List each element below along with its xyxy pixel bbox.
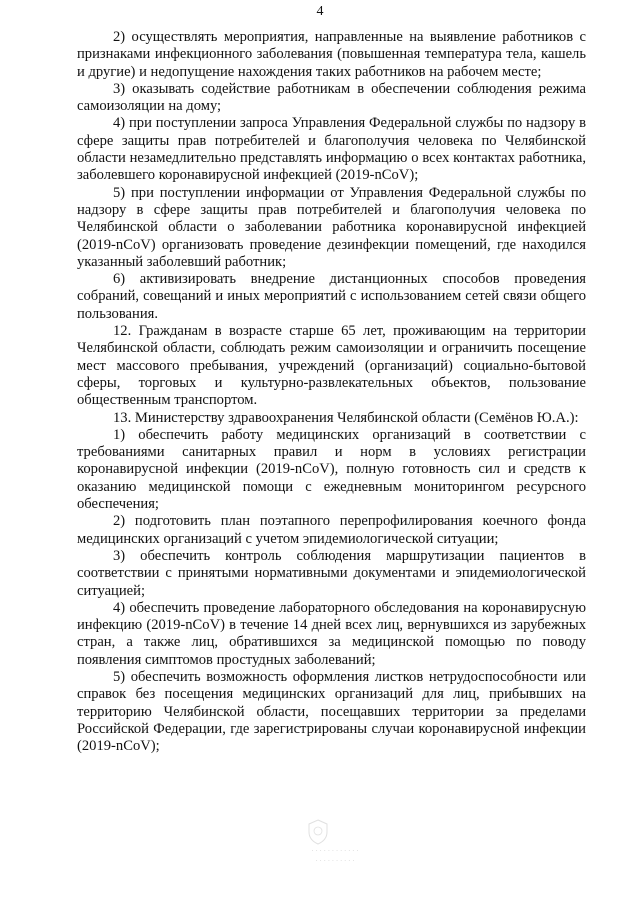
paragraph-13-ministry: 13. Министерству здравоохранения Челябинской области (Семёнов Ю.А.):: [113, 409, 579, 426]
paragraph-13-3-routing: 3) обеспечить контроль соблюдения маршрутизации пациентов в соответствии с принятыми нормативными документами и эпидемиологической ситуацией;: [77, 547, 586, 599]
paragraph-12-citizens-65: 12. Гражданам в возрасте старше 65 лет, проживающим на территории Челябинской области, соблюдать режим самоизоляции и ограничить посещение мест массового пребывания, учреждений (организаций) социально-бытовой сферы, торговых и культурно-развлекательных объектов, пользование общественным транспортом.: [77, 323, 586, 409]
paragraph-13-5-sick-leave: 5) обеспечить возможность оформления листков нетрудоспособности или справок без посещения медицинских организаций для лиц, прибывших на территорию Челябинской области, посещавших территории за пределами Российской Федерации, где зарегистрированы случаи коронавирусной инфекции (2019-nCoV);: [77, 668, 586, 755]
paragraph-13-2-bed-plan: 2) подготовить план поэтапного перепрофилирования коечного фонда медицинских организаций с учетом эпидемиологической ситуации;: [77, 513, 586, 547]
paragraph-2-detect-workers: 2) осуществлять мероприятия, направленные на выявление работников с признаками инфекционного заболевания (повышенная температура тела, кашель и другие) и недопущение нахождения таких работников на рабочем месте;: [77, 29, 586, 80]
paragraph-13-1-medical-work: 1) обеспечить работу медицинских организаций в соответствии с требованиями санитарных правил и норм в условиях регистрации коронавирусной инфекции (2019-nCoV), полную готовность сил и средств к оказанию медицинской помощи с ежедневным мониторингом ресурсного обеспечения;: [77, 426, 586, 513]
paragraph-5-disinfection: 5) при поступлении информации от Управления Федеральной службы по надзору в сфере защиты прав потребителей и благополучия человека по Челябинской области о заболевании работника коронавирусной инфекцией (2019-nCoV) организовать проведение дезинфекции помещений, где находился указанный заболевший работник;: [77, 184, 586, 270]
paragraph-3-self-isolation: 3) оказывать содействие работникам в обеспечении соблюдения режима самоизоляции на дому;: [77, 80, 586, 115]
page-number: 4: [316, 4, 324, 19]
document-body: [77, 29, 586, 755]
paragraph-4-contacts-info: 4) при поступлении запроса Управления Федеральной службы по надзору в сфере защиты прав потребителей и благополучия человека по Челябинской области незамедлительно представлять информацию о всех контактах работника, заболевшего коронавирусной инфекцией (2019-nCoV);: [77, 115, 586, 184]
paragraph-13-4-lab-testing: 4) обеспечить проведение лабораторного обследования на коронавирусную инфекцию (2019-nCoV) в течение 14 дней всех лиц, вернувшихся из зарубежных стран, а также лиц, обратившихся за медицинской помощью по поводу появления симптомов простудных заболеваний;: [77, 599, 586, 668]
paragraph-6-remote-meetings: 6) активизировать внедрение дистанционных способов проведения собраний, совещаний и иных мероприятий с использованием сетей связи общего пользования.: [77, 271, 586, 322]
coat-of-arms-watermark-icon: [305, 818, 331, 846]
faint-stamp-mark: · · · · · · · · · · · · · · · · · · · · · ·: [311, 847, 359, 865]
